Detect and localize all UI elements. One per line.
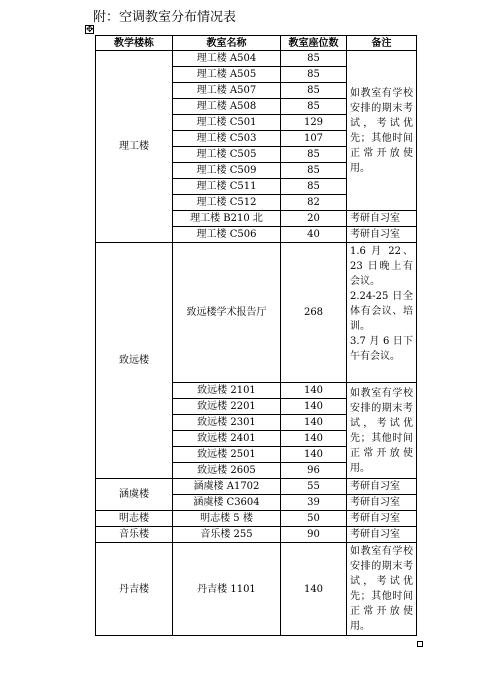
room-cell: 理工楼 C512 (173, 195, 281, 211)
seats-cell: 268 (281, 243, 347, 383)
note-line: 3.7 月 6 日下午有会议。 (350, 336, 413, 362)
room-cell: 致远楼 2101 (173, 383, 281, 399)
room-cell: 致远楼 2501 (173, 447, 281, 463)
seats-cell: 96 (281, 463, 347, 479)
seats-cell: 140 (281, 399, 347, 415)
seats-cell: 40 (281, 227, 347, 243)
seats-cell: 85 (281, 147, 347, 163)
table-row (96, 51, 417, 67)
classroom-table (95, 35, 417, 636)
seats-cell: 140 (281, 383, 347, 399)
room-cell: 丹吉楼 1101 (173, 543, 281, 636)
header-room: 教室名称 (173, 36, 281, 51)
note-cell: 考研自习室 (347, 227, 417, 243)
building-cell: 丹吉楼 (96, 543, 173, 636)
note-cell: 考研自习室 (347, 495, 417, 511)
seats-cell: 85 (281, 67, 347, 83)
seats-cell: 55 (281, 479, 347, 495)
room-cell: 致远楼学术报告厅 (173, 243, 281, 383)
seats-cell: 140 (281, 543, 347, 636)
seats-cell: 85 (281, 163, 347, 179)
table-row (96, 527, 417, 543)
table-row (96, 511, 417, 527)
seats-cell: 85 (281, 99, 347, 115)
room-cell: 明志楼 5 楼 (173, 511, 281, 527)
note-cell: 如教室有学校安排的期末考试，考试优先；其他时间正常开放使用。 (347, 383, 417, 479)
building-cell: 致远楼 (96, 243, 173, 479)
room-cell: 致远楼 2201 (173, 399, 281, 415)
note-cell: 考研自习室 (347, 479, 417, 495)
building-cell: 明志楼 (96, 511, 173, 527)
table-header-row (96, 36, 417, 51)
building-cell: 理工楼 (96, 51, 173, 243)
room-cell: 理工楼 B210 北 (173, 211, 281, 227)
seats-cell: 129 (281, 115, 347, 131)
note-cell: 如教室有学校安排的期末考试，考试优先；其他时间正常开放使用。 (347, 51, 417, 211)
room-cell: 理工楼 C506 (173, 227, 281, 243)
seats-cell: 82 (281, 195, 347, 211)
note-cell: 考研自习室 (347, 527, 417, 543)
note-cell: 考研自习室 (347, 511, 417, 527)
room-cell: 致远楼 2301 (173, 415, 281, 431)
room-cell: 理工楼 C501 (173, 115, 281, 131)
room-cell: 理工楼 C503 (173, 131, 281, 147)
room-cell: 涵虞楼 A1702 (173, 479, 281, 495)
header-note: 备注 (347, 36, 417, 51)
seats-cell: 90 (281, 527, 347, 543)
room-cell: 理工楼 A507 (173, 83, 281, 99)
seats-cell: 85 (281, 179, 347, 195)
seats-cell: 85 (281, 83, 347, 99)
note-line: 2.24-25 日全体有会议、培训。 (350, 291, 413, 332)
room-cell: 音乐楼 255 (173, 527, 281, 543)
seats-cell: 20 (281, 211, 347, 227)
seats-cell: 140 (281, 415, 347, 431)
seats-cell: 107 (281, 131, 347, 147)
room-cell: 理工楼 A505 (173, 67, 281, 83)
room-cell: 致远楼 2605 (173, 463, 281, 479)
note-cell: 如教室有学校安排的期末考试，考试优先；其他时间正常开放使用。 (347, 543, 417, 636)
note-line: 1.6 月 22、23 日晚上有会议。 (350, 246, 413, 287)
seats-cell: 140 (281, 431, 347, 447)
room-cell: 理工楼 C511 (173, 179, 281, 195)
header-seats: 教室座位数 (281, 36, 347, 51)
room-cell: 理工楼 C509 (173, 163, 281, 179)
building-cell: 涵虞楼 (96, 479, 173, 511)
seats-cell: 140 (281, 447, 347, 463)
room-cell: 致远楼 2401 (173, 431, 281, 447)
table-move-handle-icon[interactable]: ✥ (86, 25, 94, 35)
table-row (96, 543, 417, 636)
document-title: 附：空调教室分布情况表 (93, 10, 237, 25)
room-cell: 理工楼 A508 (173, 99, 281, 115)
room-cell: 理工楼 C505 (173, 147, 281, 163)
header-building: 教学楼栋 (96, 36, 173, 51)
note-cell (347, 243, 417, 383)
note-cell: 考研自习室 (347, 211, 417, 227)
table-row (96, 243, 417, 383)
seats-cell: 85 (281, 51, 347, 67)
room-cell: 涵虞楼 C3604 (173, 495, 281, 511)
room-cell: 理工楼 A504 (173, 51, 281, 67)
table-resize-handle-icon[interactable] (417, 641, 423, 647)
building-cell: 音乐楼 (96, 527, 173, 543)
seats-cell: 50 (281, 511, 347, 527)
seats-cell: 39 (281, 495, 347, 511)
table-row (96, 479, 417, 495)
